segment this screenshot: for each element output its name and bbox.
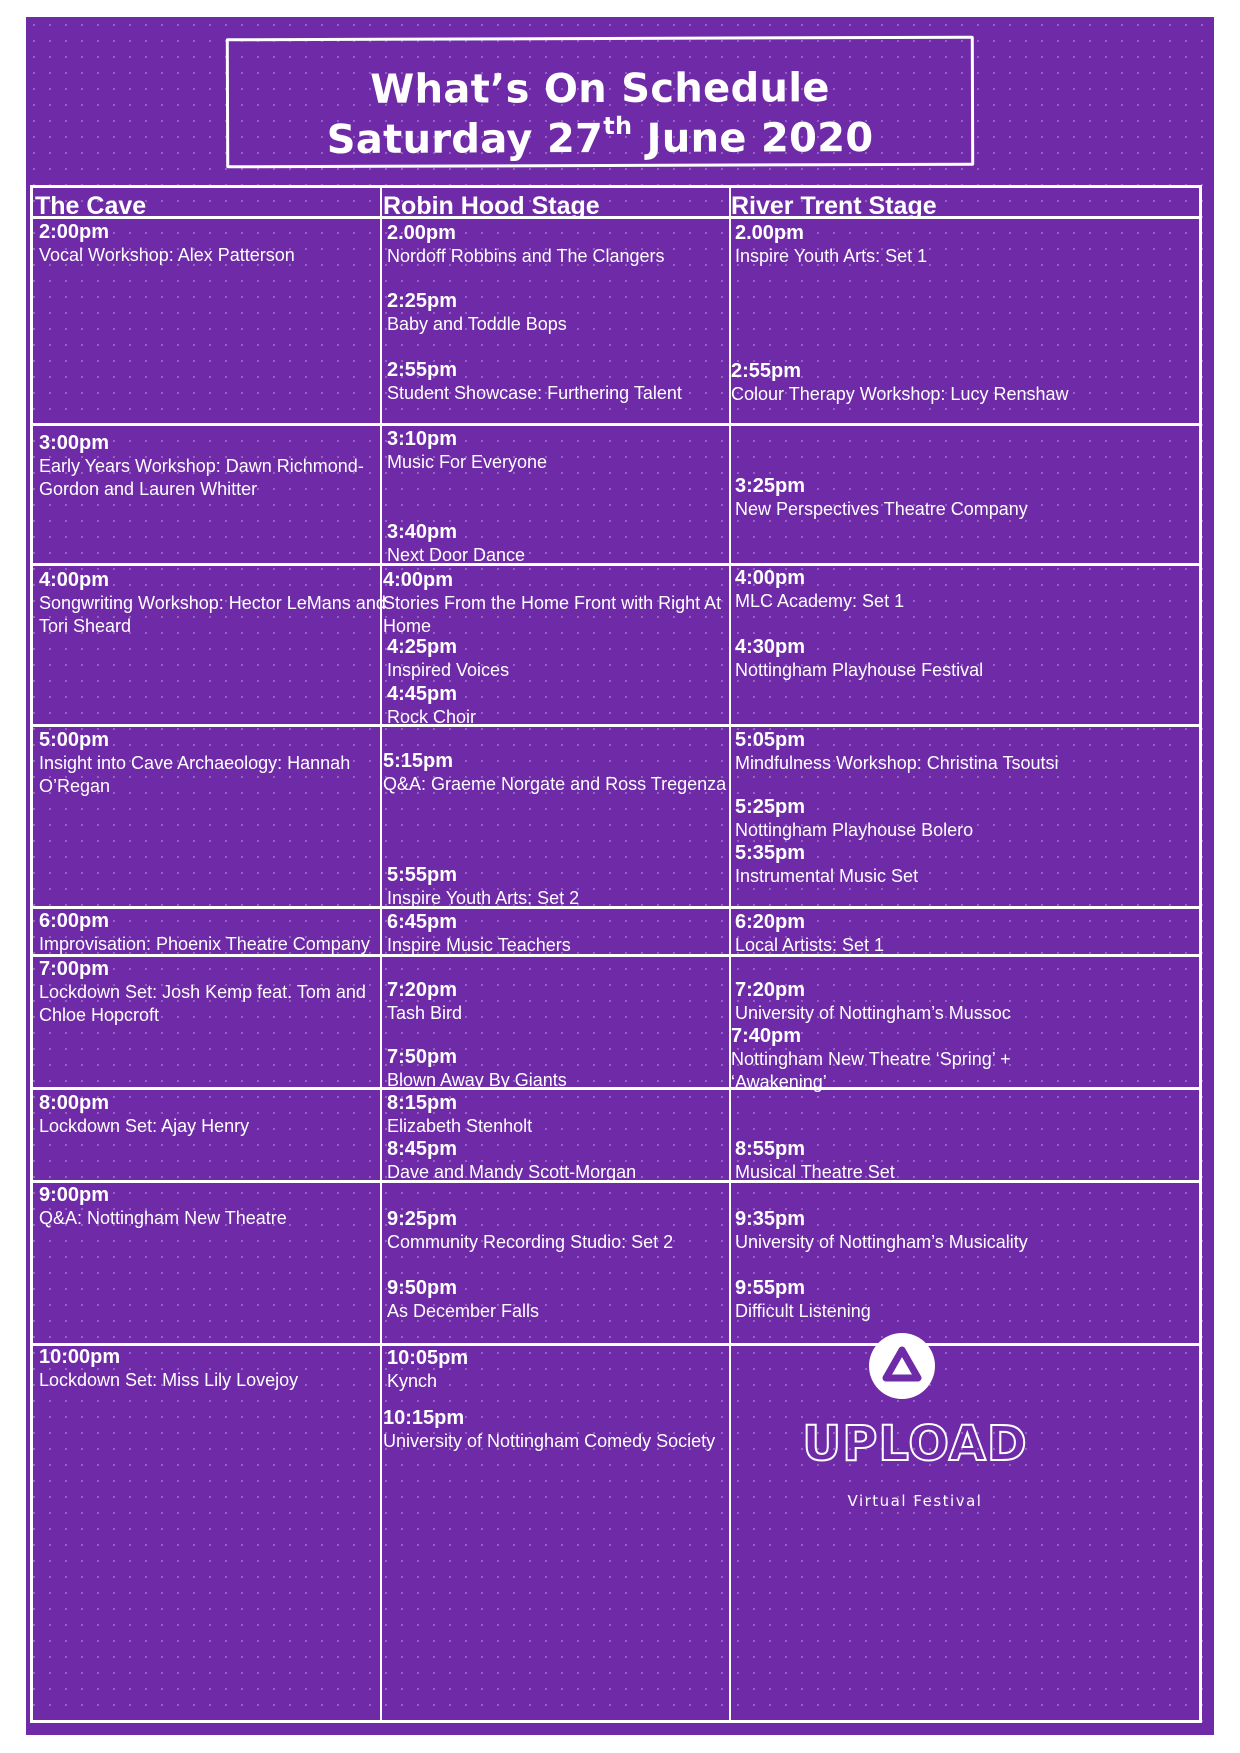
event-item bbox=[735, 221, 1107, 268]
event-item bbox=[735, 841, 1107, 888]
event-time: 3:00pm bbox=[39, 432, 110, 454]
event-item bbox=[735, 910, 1107, 957]
upload-logo bbox=[790, 1322, 1040, 1522]
event-item bbox=[39, 1091, 411, 1138]
event-time: 7:20pm bbox=[735, 979, 806, 1001]
event-title: University of Nottingham’s Mussoc bbox=[735, 1003, 1011, 1023]
event-title: Nordoff Robbins and The Clangers bbox=[387, 246, 665, 266]
logo-subtitle: Virtual Festival bbox=[847, 1492, 983, 1510]
event-title: University of Nottingham Comedy Society bbox=[383, 1431, 716, 1451]
event-title: New Perspectives Theatre Company bbox=[735, 499, 1028, 519]
event-time: 9:25pm bbox=[387, 1208, 458, 1230]
schedule-poster bbox=[26, 17, 1214, 1735]
event-time: 5:55pm bbox=[387, 864, 458, 886]
event-time: 9:50pm bbox=[387, 1277, 458, 1299]
event-title: Instrumental Music Set bbox=[735, 866, 919, 886]
event-item bbox=[735, 728, 1107, 775]
date-month-year: June 2020 bbox=[632, 115, 874, 162]
event-item bbox=[731, 359, 1103, 406]
event-time: 2:55pm bbox=[731, 360, 802, 382]
event-time: 3:25pm bbox=[735, 475, 806, 497]
event-item bbox=[387, 520, 759, 567]
event-item bbox=[735, 1276, 1107, 1323]
event-title: Community Recording Studio: Set 2 bbox=[387, 1232, 674, 1252]
event-item bbox=[735, 566, 1107, 613]
event-title: Lockdown Set: Ajay Henry bbox=[39, 1116, 250, 1136]
event-time: 5:05pm bbox=[735, 729, 806, 751]
event-title: MLC Academy: Set 1 bbox=[735, 591, 905, 611]
row-divider bbox=[33, 423, 1199, 426]
event-time: 8:00pm bbox=[39, 1092, 110, 1114]
event-title: Local Artists: Set 1 bbox=[735, 935, 885, 955]
event-time: 2.00pm bbox=[387, 222, 456, 244]
event-title: Nottingham New Theatre ‘Spring’ + ‘Awakening’ bbox=[731, 1049, 1011, 1092]
event-time: 10:00pm bbox=[39, 1346, 121, 1368]
logo-wordmark: UPLOAD bbox=[802, 1416, 1028, 1472]
event-title: Baby and Toddle Bops bbox=[387, 314, 567, 334]
event-time: 6:45pm bbox=[387, 911, 458, 933]
event-title: Mindfulness Workshop: Christina Tsoutsi bbox=[735, 753, 1059, 773]
event-title: Q&A: Nottingham New Theatre bbox=[39, 1208, 287, 1228]
event-time: 7:50pm bbox=[387, 1046, 458, 1068]
event-item bbox=[39, 568, 411, 638]
date-day: Saturday 27 bbox=[326, 115, 604, 163]
event-time: 10:15pm bbox=[383, 1407, 465, 1429]
event-title: Early Years Workshop: Dawn Richmond-Gordon and Lauren Whitter bbox=[39, 456, 364, 499]
event-time: 4:00pm bbox=[39, 569, 110, 591]
event-title: Inspire Youth Arts: Set 1 bbox=[735, 246, 928, 266]
event-item bbox=[731, 1024, 1031, 1094]
event-item bbox=[387, 978, 759, 1025]
event-title: Vocal Workshop: Alex Patterson bbox=[39, 245, 295, 265]
event-item bbox=[387, 289, 759, 336]
event-time: 4:30pm bbox=[735, 636, 806, 658]
event-item bbox=[387, 1091, 759, 1138]
page-title: What’s On Schedule bbox=[370, 65, 830, 113]
schedule-date bbox=[229, 111, 971, 164]
event-title: Inspired Voices bbox=[387, 660, 510, 680]
event-title: Stories From the Home Front with Right At Home bbox=[383, 593, 722, 636]
event-title: Dave and Mandy Scott-Morgan bbox=[387, 1162, 637, 1182]
event-item bbox=[39, 957, 411, 1027]
event-title: Inspire Youth Arts: Set 2 bbox=[387, 888, 580, 908]
event-time: 6:00pm bbox=[39, 910, 110, 932]
event-item bbox=[39, 909, 411, 956]
event-time: 8:45pm bbox=[387, 1138, 458, 1160]
event-title: As December Falls bbox=[387, 1301, 540, 1321]
event-item bbox=[387, 1137, 759, 1184]
event-title: Q&A: Graeme Norgate and Ross Tregenza bbox=[383, 774, 727, 794]
event-title: Lockdown Set: Josh Kemp feat. Tom and Chloe Hopcroft bbox=[39, 982, 366, 1025]
event-item bbox=[39, 220, 411, 267]
event-item bbox=[39, 1345, 411, 1392]
event-title: Insight into Cave Archaeology: Hannah O’Regan bbox=[39, 753, 351, 796]
event-time: 2:25pm bbox=[387, 290, 458, 312]
event-time: 8:55pm bbox=[735, 1138, 806, 1160]
event-time: 7:40pm bbox=[731, 1025, 802, 1047]
event-title: Lockdown Set: Miss Lily Lovejoy bbox=[39, 1370, 299, 1390]
event-item bbox=[383, 1406, 728, 1453]
event-title: Nottingham Playhouse Festival bbox=[735, 660, 984, 680]
event-time: 3:40pm bbox=[387, 521, 458, 543]
event-item bbox=[735, 635, 1107, 682]
column-header-river-trent-stage: River Trent Stage bbox=[731, 192, 937, 220]
event-item bbox=[383, 568, 723, 638]
event-title: Kynch bbox=[387, 1371, 438, 1391]
event-item bbox=[387, 221, 759, 268]
event-item bbox=[387, 635, 759, 682]
event-time: 5:15pm bbox=[383, 750, 454, 772]
event-title: Inspire Music Teachers bbox=[387, 935, 571, 955]
event-time: 4:25pm bbox=[387, 636, 458, 658]
event-time: 6:20pm bbox=[735, 911, 806, 933]
event-item bbox=[387, 1276, 759, 1323]
event-item bbox=[387, 1346, 759, 1393]
date-ordinal: th bbox=[603, 111, 633, 140]
event-item bbox=[735, 978, 1107, 1025]
column-header-robin-hood-stage: Robin Hood Stage bbox=[383, 192, 600, 220]
event-item bbox=[735, 1137, 1107, 1184]
row-divider bbox=[33, 216, 1199, 219]
event-title: Improvisation: Phoenix Theatre Company bbox=[39, 934, 370, 954]
event-title: Songwriting Workshop: Hector LeMans and Tori Sheard bbox=[39, 593, 386, 636]
event-item bbox=[387, 910, 759, 957]
event-time: 2:55pm bbox=[387, 359, 458, 381]
event-item bbox=[39, 728, 411, 798]
event-title: Student Showcase: Furthering Talent bbox=[387, 383, 682, 403]
event-time: 9:35pm bbox=[735, 1208, 806, 1230]
event-title: University of Nottingham’s Musicality bbox=[735, 1232, 1028, 1252]
event-time: 4:45pm bbox=[387, 683, 458, 705]
event-time: 7:20pm bbox=[387, 979, 458, 1001]
event-time: 5:25pm bbox=[735, 796, 806, 818]
event-time: 4:00pm bbox=[383, 569, 454, 591]
event-item bbox=[39, 431, 411, 501]
column-header-cave: The Cave bbox=[35, 192, 147, 220]
title-box bbox=[226, 36, 974, 169]
event-title: Next Door Dance bbox=[387, 545, 526, 565]
event-time: 9:00pm bbox=[39, 1184, 110, 1206]
event-item bbox=[39, 1183, 411, 1230]
event-title: Nottingham Playhouse Bolero bbox=[735, 820, 974, 840]
event-item bbox=[735, 795, 1107, 842]
event-time: 2.00pm bbox=[735, 222, 804, 244]
event-title: Tash Bird bbox=[387, 1003, 463, 1023]
event-time: 2:00pm bbox=[39, 221, 110, 243]
event-item bbox=[387, 427, 759, 474]
event-item bbox=[387, 1207, 759, 1254]
event-time: 9:55pm bbox=[735, 1277, 806, 1299]
event-item bbox=[383, 749, 755, 796]
event-title: Difficult Listening bbox=[735, 1301, 871, 1321]
event-item bbox=[735, 1207, 1107, 1254]
event-time: 10:05pm bbox=[387, 1347, 469, 1369]
event-title: Musical Theatre Set bbox=[735, 1162, 895, 1182]
event-title: Elizabeth Stenholt bbox=[387, 1116, 533, 1136]
event-item bbox=[387, 1045, 759, 1092]
event-time: 3:10pm bbox=[387, 428, 458, 450]
event-item bbox=[387, 863, 759, 910]
event-item bbox=[387, 358, 759, 405]
event-item bbox=[387, 682, 759, 729]
event-title: Blown Away By Giants bbox=[387, 1070, 567, 1090]
event-time: 8:15pm bbox=[387, 1092, 458, 1114]
event-title: Colour Therapy Workshop: Lucy Renshaw bbox=[731, 384, 1069, 404]
event-time: 4:00pm bbox=[735, 567, 806, 589]
event-time: 7:00pm bbox=[39, 958, 110, 980]
triangle-icon bbox=[790, 1322, 1040, 1412]
event-item bbox=[735, 474, 1107, 521]
event-time: 5:35pm bbox=[735, 842, 806, 864]
event-time: 5:00pm bbox=[39, 729, 110, 751]
event-title: Music For Everyone bbox=[387, 452, 548, 472]
event-title: Rock Choir bbox=[387, 707, 477, 727]
